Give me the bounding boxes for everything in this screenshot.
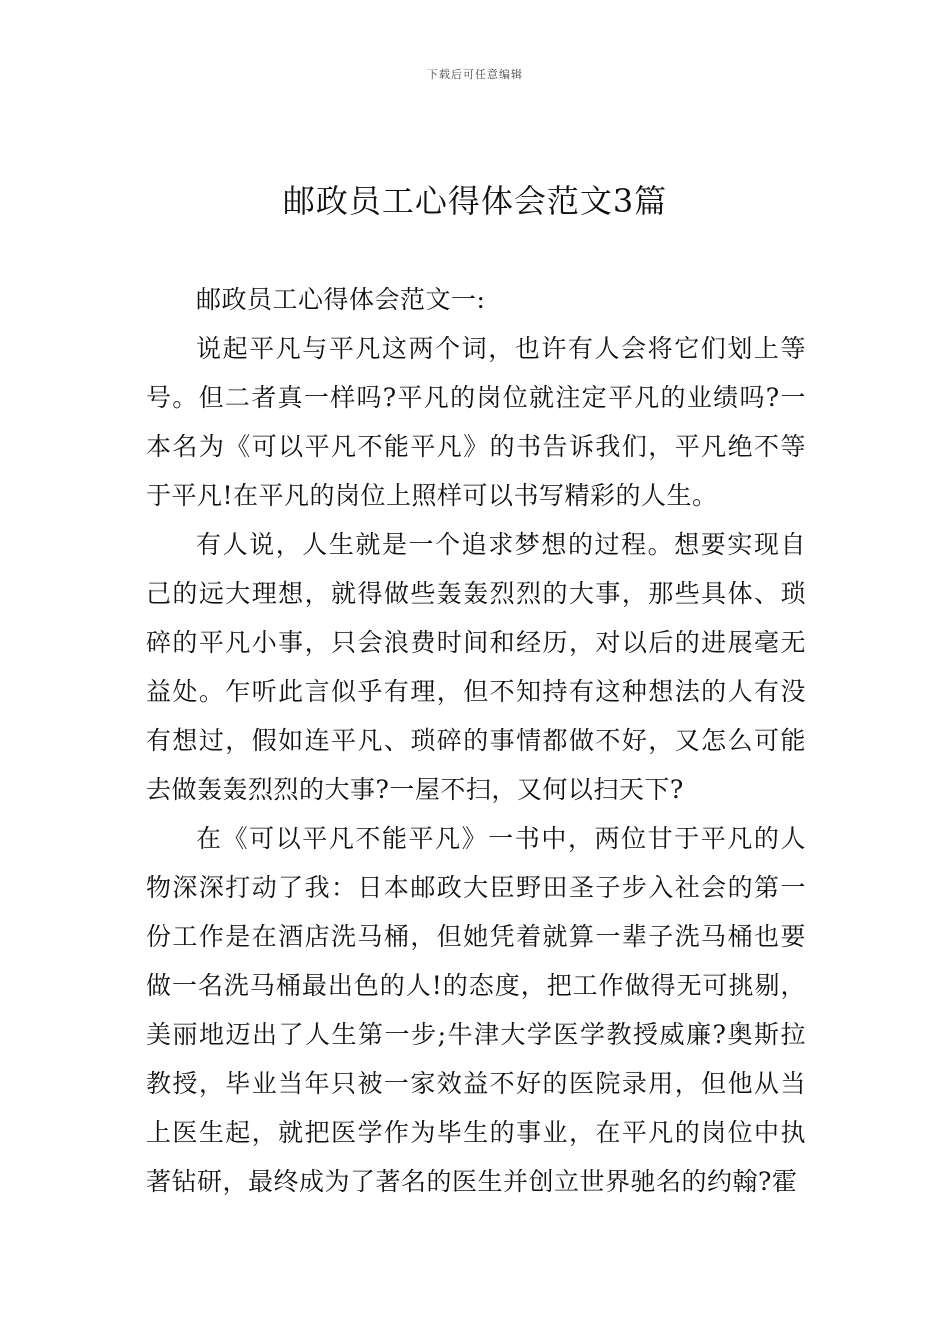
document-body bbox=[146, 275, 806, 1206]
paragraph: 有人说，人生就是一个追求梦想的过程。想要实现自己的远大理想，就得做些轰轰烈烈的大事，那些具体、琐碎的平凡小事，只会浪费时间和经历，对以后的进展毫无益处。乍听此言似乎有理，但不知持有这种想法的人有没有想过，假如连平凡、琐碎的事情都做不好，又怎么可能去做轰轰烈烈的大事?一屋不扫，又何以扫天下? bbox=[146, 530, 806, 804]
paragraph: 说起平凡与平凡这两个词，也许有人会将它们划上等号。但二者真一样吗?平凡的岗位就注定平凡的业绩吗?一本名为《可以平凡不能平凡》的书告诉我们，平凡绝不等于平凡!在平凡的岗位上照样可以书写精彩的人生。 bbox=[146, 334, 806, 510]
paragraph: 在《可以平凡不能平凡》一书中，两位甘于平凡的人物深深打动了我：日本邮政大臣野田圣子步入社会的第一份工作是在酒店洗马桶，但她凭着就算一辈子洗马桶也要做一名洗马桶最出色的人!的态度，把工作做得无可挑剔，美丽地迈出了人生第一步;牛津大学医学教授威廉?奥斯拉教授，毕业当年只被一家效益不好的医院录用，但他从当上医生起，就把医学作为毕生的事业，在平凡的岗位中执著钻研，最终成为了著名的医生并创立世界驰名的约翰?霍 bbox=[146, 824, 806, 1196]
paragraph-heading: 邮政员工心得体会范文一: bbox=[196, 285, 486, 314]
document-title: 邮政员工心得体会范文3篇 bbox=[282, 182, 668, 220]
header-note: 下载后可任意编辑 bbox=[427, 68, 523, 81]
